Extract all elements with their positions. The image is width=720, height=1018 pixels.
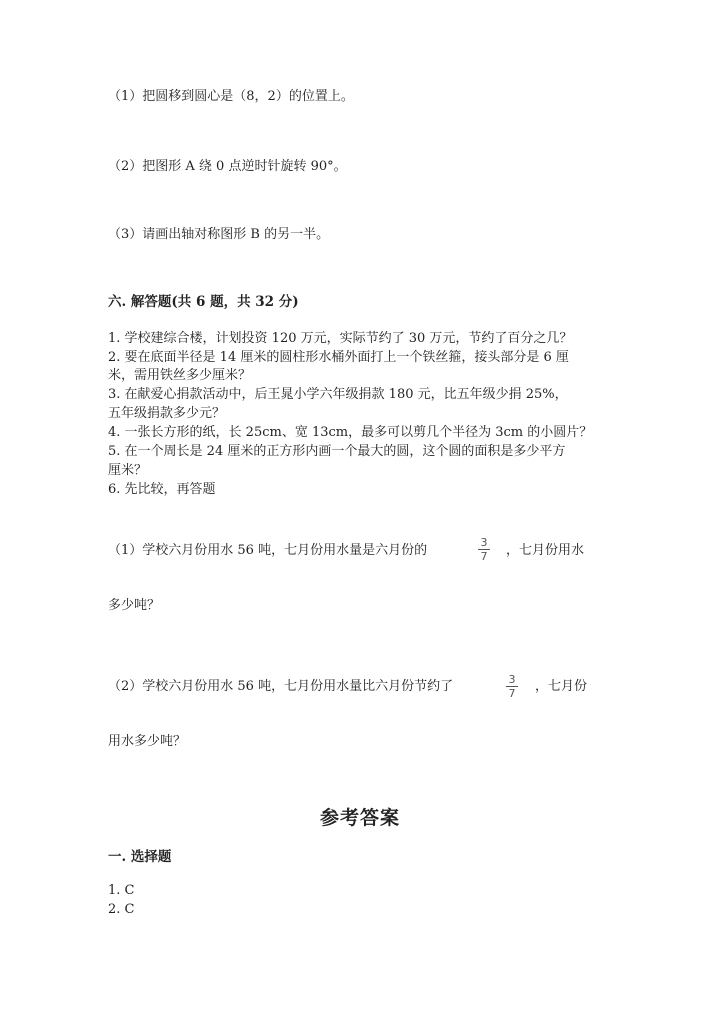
sub2-text: （2）学校六月份用水 56 吨，七月份用水量比六月份节约了	[108, 679, 454, 694]
sub2-fraction-denominator: 7	[508, 687, 516, 700]
sub2-continuation: 用水多少吨？	[108, 734, 187, 749]
sub1-fraction	[477, 536, 491, 563]
sub1-fraction-numerator: 3	[480, 536, 488, 549]
question-3-cont: 五年级捐款多少元？	[108, 406, 226, 421]
sub1-text-after: ，七月份用水	[506, 543, 585, 558]
sub1-fraction-denominator: 7	[480, 550, 488, 563]
sub1-continuation: 多少吨？	[108, 598, 161, 613]
answers-title: 参考答案	[319, 807, 400, 829]
question-6: 6. 先比较，再答题	[108, 482, 216, 497]
sub2-text-after: ，七月份	[535, 679, 588, 694]
sub1-text: （1）学校六月份用水 56 吨，七月份用水量是六月份的	[108, 543, 428, 558]
part5-item-2: （2）把图形 A 绕 0 点逆时针旋转 90°。	[108, 159, 347, 174]
question-5-cont: 厘米？	[108, 463, 148, 478]
section6-heading: 六. 解答题(共 6 题，共 32 分)	[108, 294, 299, 310]
question-2-cont: 米，需用铁丝多少厘米？	[108, 368, 252, 383]
question-1: 1. 学校建综合楼，计划投资 120 万元，实际节约了 30 万元，节约了百分之几？	[108, 331, 573, 346]
part5-item-3: （3）请画出轴对称图形 B 的另一半。	[108, 227, 330, 242]
sub2-fraction-numerator: 3	[508, 673, 516, 686]
part5-item-1: （1）把圆移到圆心是（8，2）的位置上。	[108, 89, 354, 104]
question-5: 5. 在一个周长是 24 厘米的正方形内画一个最大的圆，这个圆的面积是多少平方	[108, 444, 566, 459]
answers-section1-heading: 一. 选择题	[108, 849, 172, 865]
question-4: 4. 一张长方形的纸，长 25cm、宽 13cm，最多可以剪几个半径为 3cm 的小圆片？	[108, 425, 593, 440]
question-2: 2. 要在底面半径是 14 厘米的圆柱形水桶外面打上一个铁丝箍，接头部分是 6 厘	[108, 350, 569, 365]
question-3: 3. 在献爱心捐款活动中，后王晁小学六年级捐款 180 元，比五年级少捐 25%，	[108, 387, 568, 402]
answer-item-2: 2. C	[108, 902, 135, 917]
answer-item-1: 1. C	[108, 883, 135, 898]
sub2-fraction	[505, 673, 519, 700]
